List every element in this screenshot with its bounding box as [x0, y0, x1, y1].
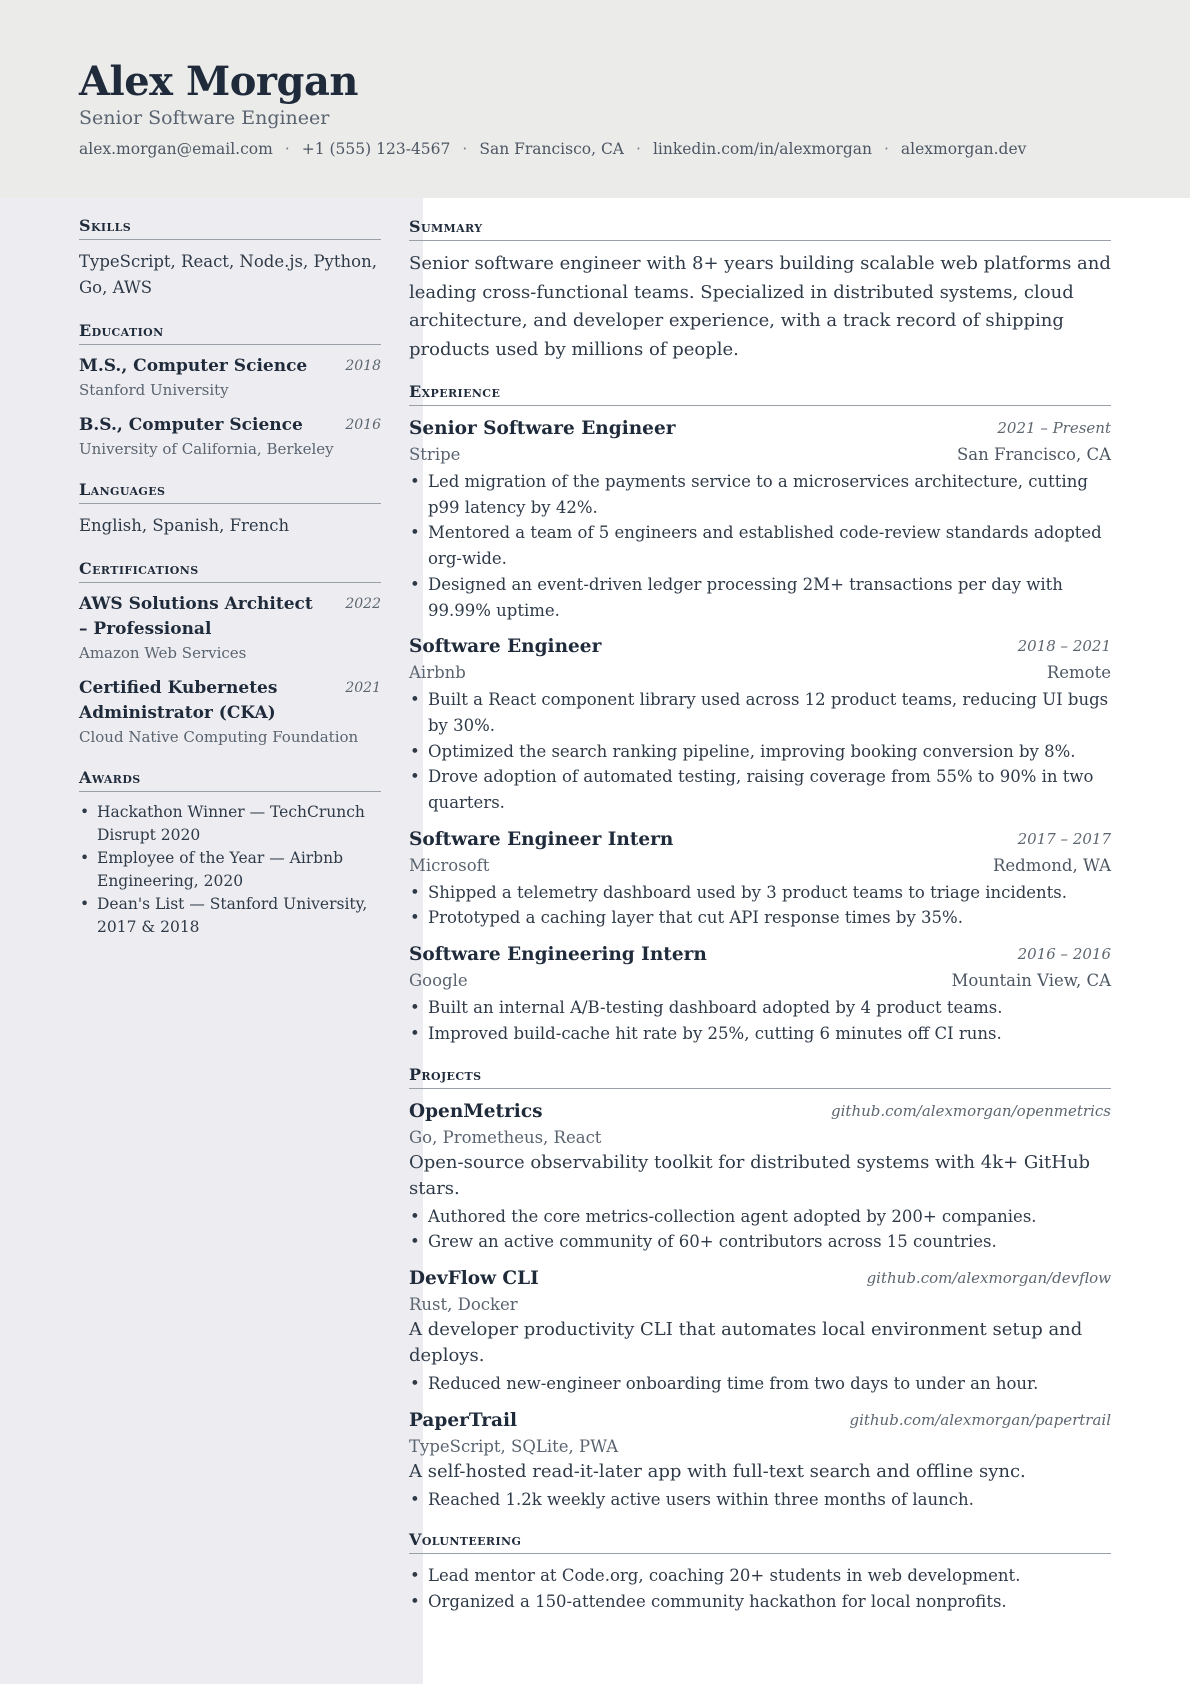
projects-section: [409, 1065, 1111, 1513]
job-title: Software Engineer Intern: [409, 828, 674, 850]
education-school: Stanford University: [79, 381, 229, 399]
job-entry: [409, 415, 1111, 623]
languages-section: [79, 480, 381, 539]
project-tech: TypeScript, SQLite, PWA: [409, 1436, 619, 1456]
bullet-item: • Grew an active community of 60+ contributors across 15 countries.: [409, 1229, 1111, 1255]
awards-list: [79, 801, 381, 939]
bullet-item: • Built a React component library used across 12 product teams, reducing UI bugs by 30%.: [409, 687, 1111, 738]
section-heading: Volunteering: [409, 1530, 1111, 1554]
bullet-item: • Drove adoption of automated testing, raising coverage from 55% to 90% in two quarters.: [409, 764, 1111, 815]
main-column: [409, 217, 1111, 1633]
bullet-item: • Led migration of the payments service to a microservices architecture, cutting p99 latency by 42%.: [409, 469, 1111, 520]
bullet-item: • Reduced new-engineer onboarding time from two days to under an hour.: [409, 1371, 1111, 1397]
awards-section: [79, 768, 381, 939]
job-entry: [409, 826, 1111, 931]
project-bullets: [409, 1487, 1111, 1513]
project-description: A developer productivity CLI that automates local environment setup and deploys.: [409, 1318, 1083, 1366]
education-year: 2018: [345, 358, 381, 374]
section-heading: Certifications: [79, 559, 381, 583]
contact-linkedin[interactable]: linkedin.com/in/alexmorgan: [652, 140, 872, 158]
bullet-item: • Reached 1.2k weekly active users within three months of launch.: [409, 1487, 1111, 1513]
contact-separator: ·: [284, 140, 290, 158]
job-bullets: [409, 995, 1111, 1046]
job-company: Microsoft: [409, 855, 490, 875]
sidebar-column: [79, 216, 381, 959]
project-link[interactable]: github.com/alexmorgan/papertrail: [849, 1410, 1111, 1429]
education-school: University of California, Berkeley: [79, 440, 334, 458]
project-entry: [409, 1407, 1111, 1513]
bullet-item: • Lead mentor at Code.org, coaching 20+ students in web development.: [409, 1563, 1111, 1589]
project-entry: [409, 1265, 1111, 1397]
bullet-item: • Built an internal A/B-testing dashboard adopted by 4 product teams.: [409, 995, 1111, 1021]
award-item: • Dean's List — Stanford University, 2017 & 2018: [79, 893, 381, 939]
job-title: Software Engineering Intern: [409, 944, 707, 966]
job-location: Mountain View, CA: [951, 971, 1111, 991]
job-bullets: [409, 469, 1111, 623]
contact-line: [79, 140, 1026, 158]
job-location: San Francisco, CA: [956, 445, 1111, 464]
job-entry: [409, 941, 1111, 1046]
section-heading: Languages: [79, 480, 381, 504]
bullet-item: • Shipped a telemetry dashboard used by 3 product teams to triage incidents.: [409, 880, 1111, 906]
certification-item: [79, 592, 381, 664]
job-dates: 2017 – 2017: [1017, 829, 1111, 848]
certification-issuer: Cloud Native Computing Foundation: [79, 728, 359, 746]
job-location: Remote: [1046, 663, 1111, 683]
skills-section: [79, 216, 381, 301]
job-location: Redmond, WA: [992, 855, 1111, 875]
section-heading: Education: [79, 321, 381, 345]
skills-text: TypeScript, React, Node.js, Python, Go, AWS: [79, 252, 377, 297]
contact-separator: ·: [462, 140, 468, 158]
certifications-section: [79, 559, 381, 748]
project-tech: Rust, Docker: [409, 1294, 518, 1314]
section-heading: Projects: [409, 1065, 1111, 1089]
certification-item: [79, 676, 381, 748]
certification-year: 2021: [345, 680, 381, 696]
volunteering-bullets: [409, 1563, 1111, 1614]
award-item: • Employee of the Year — Airbnb Engineering, 2020: [79, 847, 381, 893]
summary-section: [409, 217, 1111, 364]
certification-name: Certified Kubernetes Administrator (CKA): [79, 678, 278, 723]
bullet-item: • Improved build-cache hit rate by 25%, cutting 6 minutes off CI runs.: [409, 1021, 1111, 1047]
summary-text: Senior software engineer with 8+ years building scalable web platforms and leading cross-functional teams. Specialized in distributed systems, cloud architecture, and developer experience, with a track record of shipping products used by millions of people.: [409, 253, 1111, 360]
job-bullets: [409, 687, 1111, 816]
job-dates: 2018 – 2021: [1017, 637, 1111, 656]
experience-section: [409, 382, 1111, 1047]
project-description: Open-source observability toolkit for distributed systems with 4k+ GitHub stars.: [409, 1151, 1091, 1199]
education-degree: M.S., Computer Science: [79, 356, 308, 376]
job-title: Software Engineer: [409, 636, 602, 658]
contact-phone: +1 (555) 123-4567: [301, 140, 451, 158]
languages-text: English, Spanish, French: [79, 516, 290, 535]
education-item: [79, 354, 381, 401]
award-item: • Hackathon Winner — TechCrunch Disrupt 2020: [79, 801, 381, 847]
project-bullets: [409, 1204, 1111, 1255]
candidate-title: Senior Software Engineer: [79, 107, 330, 129]
section-heading: Awards: [79, 768, 381, 792]
contact-website[interactable]: alexmorgan.dev: [900, 140, 1027, 158]
education-degree: B.S., Computer Science: [79, 415, 303, 435]
education-item: [79, 413, 381, 460]
education-year: 2016: [345, 417, 381, 433]
certification-year: 2022: [345, 596, 381, 612]
job-bullets: [409, 880, 1111, 931]
project-name: OpenMetrics: [409, 1100, 543, 1122]
bullet-item: • Optimized the search ranking pipeline, improving booking conversion by 8%.: [409, 739, 1111, 765]
job-company: Stripe: [409, 445, 461, 464]
certification-name: AWS Solutions Architect – Professional: [79, 594, 313, 639]
project-name: PaperTrail: [409, 1409, 518, 1431]
certification-issuer: Amazon Web Services: [79, 644, 247, 662]
project-link[interactable]: github.com/alexmorgan/devflow: [866, 1268, 1111, 1287]
contact-separator: ·: [636, 140, 641, 158]
bullet-item: • Mentored a team of 5 engineers and established code-review standards adopted org-wide.: [409, 520, 1111, 571]
project-description: A self-hosted read-it-later app with full-text search and offline sync.: [409, 1460, 1026, 1482]
bullet-item: • Prototyped a caching layer that cut API response times by 35%.: [409, 905, 1111, 931]
education-section: [79, 321, 381, 460]
job-title: Senior Software Engineer: [409, 418, 676, 439]
section-heading: Skills: [79, 216, 381, 240]
bullet-item: • Organized a 150-attendee community hackathon for local nonprofits.: [409, 1589, 1111, 1615]
job-company: Google: [409, 971, 468, 991]
job-company: Airbnb: [409, 663, 466, 683]
project-link[interactable]: github.com/alexmorgan/openmetrics: [831, 1101, 1111, 1120]
project-bullets: [409, 1371, 1111, 1397]
job-dates: 2021 – Present: [997, 419, 1111, 437]
section-heading: Experience: [409, 382, 1111, 406]
candidate-name: Alex Morgan: [79, 58, 358, 105]
bullet-item: • Designed an event-driven ledger processing 2M+ transactions per day with 99.99% uptime.: [409, 572, 1111, 623]
contact-location: San Francisco, CA: [479, 140, 624, 158]
contact-separator: ·: [883, 140, 889, 158]
project-name: DevFlow CLI: [409, 1267, 539, 1289]
bullet-item: • Authored the core metrics-collection agent adopted by 200+ companies.: [409, 1204, 1111, 1230]
contact-email[interactable]: alex.morgan@email.com: [79, 140, 273, 158]
project-tech: Go, Prometheus, React: [409, 1127, 602, 1147]
project-entry: [409, 1098, 1111, 1255]
job-dates: 2016 – 2016: [1017, 945, 1111, 964]
section-heading: Summary: [409, 217, 1111, 241]
volunteering-section: [409, 1530, 1111, 1614]
resume-header: [0, 0, 1190, 198]
job-entry: [409, 633, 1111, 816]
